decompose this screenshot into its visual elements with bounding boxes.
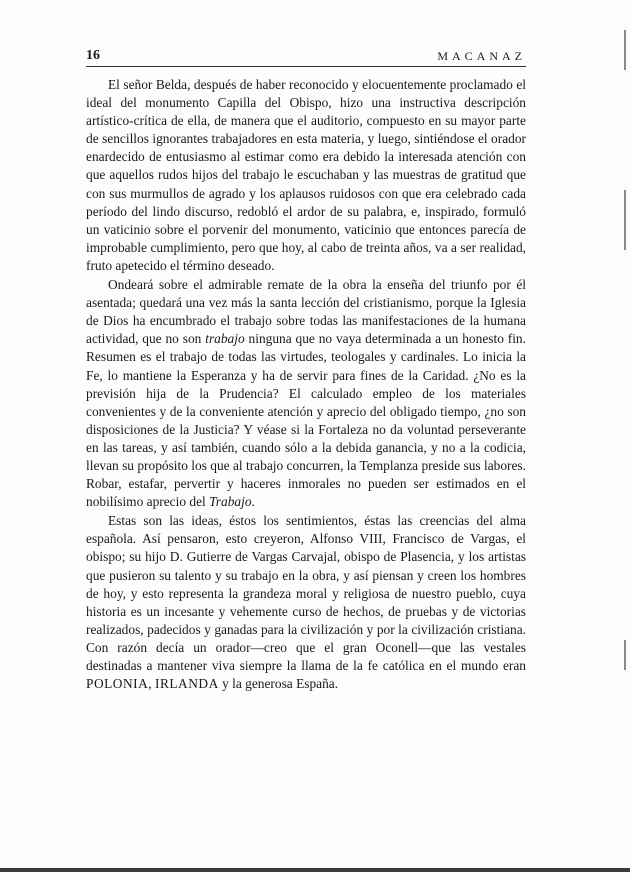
paragraph-1 — [86, 76, 526, 275]
scan-bottom-edge — [0, 868, 630, 872]
paragraph-2 — [86, 276, 526, 511]
paragraph-2-part1: Ondeará sobre el admirable remate de la obra la enseña del triunfo por él asentada; quedará una vez más la santa lección del cristianismo, porque la Iglesia de Dios ha encumbrado el trabajo sobre todas las manifestaciones de la humana actividad, que no son — [86, 277, 526, 347]
paragraph-3-separator: , — [148, 676, 155, 692]
scan-edge-mark — [624, 30, 626, 70]
scan-edge-mark — [624, 190, 626, 250]
page-header — [86, 46, 526, 67]
paragraph-1-text: El señor Belda, después de haber reconocido y elocuentemente proclamado el ideal del monumento Capilla del Obispo, hizo una instructiva descripción artístico-crítica de ella, de manera que el auditorio, compuesto en su mayor parte de sencillos ignorantes trabajadores en esta materia, y luego, sintiéndose el orador enardecido de entusiasmo al estimar como era debido la interesada atención con que aquellos rudos hijos del trabajo le escuchaban y las muestras de gratitud que con sus murmullos de agrado y los aplausos ruidosos con que era celebrado cada período del lindo discurso, redobló el ardor de su palabra, e, inspirado, formuló un vaticinio sobre el porvenir del monumento, vaticinio que entonces parecía de improbable cumplimiento, pero que hoy, al cabo de treinta años, va a ser realidad, fruto apetecido el término deseado. — [86, 77, 526, 273]
body-text — [86, 76, 526, 693]
paragraph-3-part1: Estas son las ideas, éstos los sentimientos, éstas las creencias del alma española. Así pensaron, esto creyeron, Alfonso VIII, Francisco de Vargas, el obispo; su hijo D. Gutierre de Vargas Carvajal, obispo de Plasencia, y los artistas que pusieron su talento y su trabajo en la obra, y así piensan y creen los hombres de hoy, y esto representa la grandeza moral y religiosa de nuestro pueblo, cuya historia es un incesante y vehemente curso de hechos, de pruebas y de victorias realizados, padecidos y ganadas para la civilización y por la civilización cristiana. Con razón decía un orador—creo que el gran Oconell—que las vestales destinadas a mantener viva siempre la llama de la fe católica en el mundo eran — [86, 513, 526, 673]
paragraph-3-caps-irlanda: IRLANDA — [154, 676, 219, 692]
paragraph-2-italic-trabajo-final: Trabajo — [209, 494, 252, 510]
paragraph-3-caps-polonia: POLONIA — [86, 676, 149, 692]
paragraph-3-part2: y la generosa España. — [218, 676, 339, 692]
page-number: 16 — [86, 48, 100, 63]
paragraph-2-part3: . — [251, 494, 255, 510]
paragraph-3 — [86, 512, 526, 693]
running-head: MACANAZ — [437, 49, 526, 63]
paragraph-2-part2: ninguna que no vaya determinada a un honesto fin. Resumen es el trabajo de todas las virtudes, teologales y cardinales. Lo inicia la Fe, lo mantiene la Esperanza y ha de servir para fines de la Caridad. ¿No es la previsión hija de la Prudencia? El calculado empleo de los materiales convenientes y de la conveniente atención y aprecio del obligado tiempo, ¿no son disposiciones de la Justicia? Y véase si la Fortaleza no da voluntad perseverante en las tareas, y así también, cuando sólo a la debida ganancia, y no a la codicia, llevan su propósito los que al trabajo concurren, la Templanza preside sus labores. Robar, estafar, pervertir y haceres inmorales no pueden ser estimados en el nobilísimo aprecio del — [86, 331, 526, 510]
scan-edge-mark — [624, 640, 626, 670]
paragraph-2-italic-trabajo: trabajo — [205, 331, 245, 347]
